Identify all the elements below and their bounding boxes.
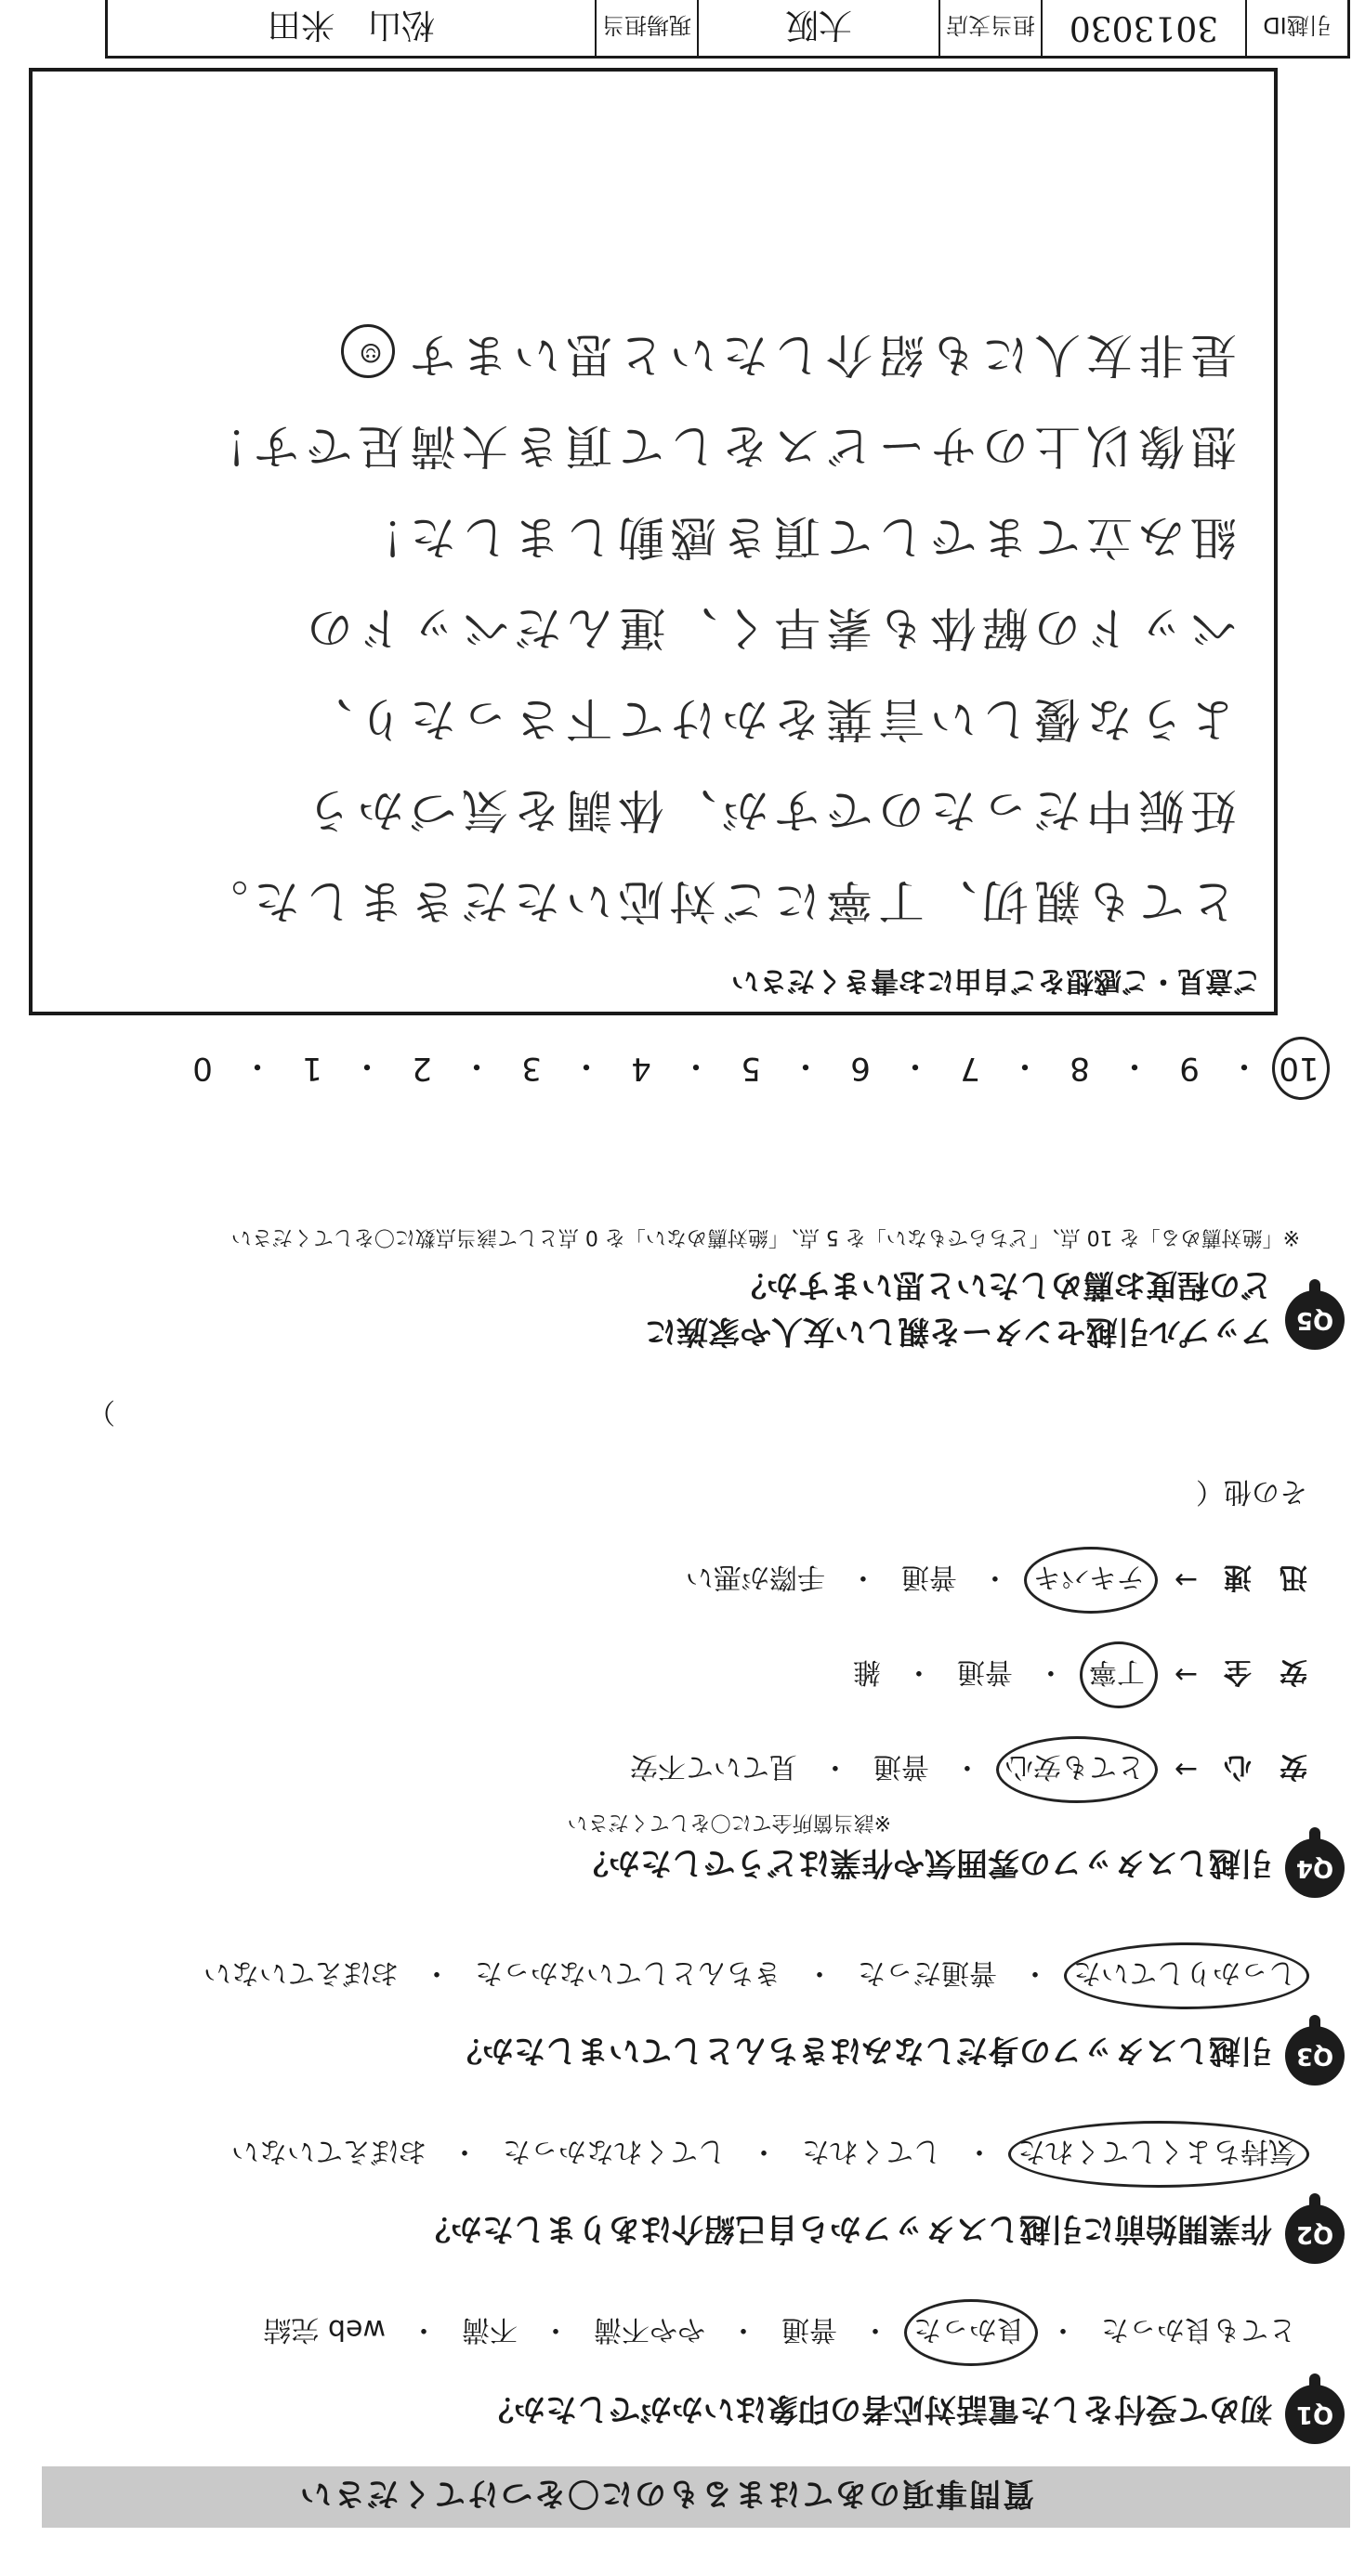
q4-safety-option-2[interactable]: 雑 [852,1655,881,1688]
leader-value: 松山 米田 [268,6,436,45]
q2-option-did[interactable]: してくれた [802,2135,941,2167]
q3-badge: Q3 [1285,2026,1345,2086]
score-1[interactable]: 1 [302,1050,322,1088]
q4-row-safety: 安 全 → 丁寧 ・ 普通 ・ 雑 [849,1654,1307,1695]
q4-relief-option-1[interactable]: 普通 [873,1750,929,1783]
score-9[interactable]: 9 [1179,1050,1200,1088]
q3-option-normal[interactable]: 普通だった [858,1956,997,1989]
q4-row-speed: 迅 速 → テキパキ ・ 普通 ・ 手際が悪い [682,1560,1307,1601]
score-4[interactable]: 4 [631,1050,651,1088]
q3-options: しっかりしていた ・ 普通だった ・ きちんとしていなかった ・ おぼえていない [200,1955,1300,1996]
q3-option-not-neat[interactable]: きちんとしていなかった [475,1956,781,1989]
comment-line: ような優しい言葉をかけて下さったり、 [300,692,1237,746]
comments-title: ご意見・ご感想をご自由にお書きください [731,964,1261,997]
instruction-text: 質問事項のあてはまるものに〇をつけてください [298,2475,1034,2513]
q2-option-pleasant[interactable]: 気持ちよくしてくれた [1014,2134,1300,2175]
branch-value: 大阪 [697,0,938,56]
q4-other-label: その他（ [1196,1475,1307,1508]
q1-option-dissatisfied[interactable]: 不満 [462,2313,518,2346]
comment-line: 是非友人にも紹介したいと思います☺ [57,309,1237,400]
q1-option-normal[interactable]: 普通 [781,2313,837,2346]
q3-option-neat[interactable]: しっかりしていた [1070,1955,1300,1996]
q4-relief-option-2[interactable]: 見ていて不安 [629,1750,797,1783]
q4-row-relief-label: 安 心 [1224,1750,1307,1783]
q4-relief-option-0[interactable]: とても安心 [1002,1749,1148,1790]
q4-other-field[interactable] [1196,1474,1307,1515]
score-2[interactable]: 2 [412,1050,432,1088]
q4-question: 引越しスタッフの雰囲気や作業はどうでしたか？ [577,1844,1272,1881]
instruction-bar [42,2466,1350,2528]
q4-safety-option-1[interactable]: 普通 [956,1655,1013,1688]
comment-line: 組み立てまでして頂き感動しました！ [352,510,1237,564]
q2-option-not-remember[interactable]: おぼえていない [231,2135,427,2167]
q4-speed-option-1[interactable]: 普通 [900,1561,957,1593]
staff-info-table [105,0,1350,59]
score-10[interactable]: 10 [1279,1050,1319,1088]
score-8[interactable]: 8 [1070,1050,1090,1088]
smiley-icon: ☺ [341,324,395,378]
q3-question: 引越しスタッフの身だしなみはきちんとしていましたか？ [451,2032,1272,2069]
q5-question-line1: アップル引越センターを親しい友人や家族に [645,1313,1272,1350]
q1-option-somewhat-dissatisfied[interactable]: やや不満 [594,2313,705,2346]
q5-note: ※「絶対薦める」を 10 点、「どちらでもない」を 5 点、「絶対薦めない」を 0 点として該当点数に〇をしてください [230,1225,1300,1249]
q4-row-speed-label: 迅 速 [1224,1561,1307,1593]
q1-option-good[interactable]: 良かった [910,2312,1029,2353]
q4-row-relief: 安 心 → とても安心 ・ 普通 ・ 見ていて不安 [626,1749,1307,1790]
q1-option-very-good[interactable]: とても良かった [1101,2313,1296,2346]
q5-scale: 10 ・ 9 ・ 8 ・ 7 ・ 6 ・ 5 ・ 4 ・ 3 ・ 2 ・ 1 ・ 0 [181,1046,1320,1092]
q2-options: 気持ちよくしてくれた ・ してくれた ・ してくれなかった ・ おぼえていない [228,2134,1300,2175]
q5-question-line2: どの程度お薦めしたいと思いますか？ [735,1266,1272,1303]
q4-note: ※該当箇所全てに〇をしてください [567,1811,891,1834]
score-7[interactable]: 7 [960,1050,980,1088]
q1-badge: Q1 [1285,2385,1345,2444]
q1-option-web-complete[interactable]: web 完結 [263,2313,386,2346]
id-label: 引越ID [1245,0,1347,56]
q2-option-did-not[interactable]: してくれなかった [503,2135,726,2167]
q1-options: とても良かった ・ 良かった ・ 普通 ・ やや不満 ・ 不満 ・ web 完結 [259,2312,1300,2353]
q4-badge: Q4 [1285,1838,1345,1898]
comment-line: 想像以上のサービスをして頂き大満足です！ [196,419,1237,473]
q4-speed-option-2[interactable]: 手際が悪い [685,1561,825,1593]
branch-label: 担当支店 [938,0,1041,56]
id-value: 3013030 [1041,0,1245,56]
q1-question: 初めて受付をした電話対応者の印象はいかがでしたか？ [482,2390,1272,2427]
handwritten-comment [57,309,1237,947]
q4-speed-option-0[interactable]: テキパキ [1030,1560,1148,1601]
q3-option-not-remember[interactable]: おぼえていない [203,1956,399,1989]
comments-box[interactable] [29,68,1278,1015]
q2-question: 作業開始前に引越しスタッフから自己紹介はありましたか？ [419,2210,1272,2247]
q4-row-safety-label: 安 全 [1224,1655,1307,1688]
q5-badge: Q5 [1285,1290,1345,1350]
q4-other-close: ） [87,1395,115,1428]
comment-line: 妊娠中だったのですが、体調を気づかう [300,783,1237,837]
q4-safety-option-0[interactable]: 丁寧 [1085,1654,1148,1695]
comment-line: とても親切、丁寧にご対応いただきました。 [196,874,1237,928]
score-3[interactable]: 3 [521,1050,542,1088]
score-5[interactable]: 5 [741,1050,761,1088]
q2-badge: Q2 [1285,2204,1345,2264]
score-0[interactable]: 0 [192,1050,213,1088]
comment-line: ベッドの解体も素早く、運んだベッドの [301,601,1237,655]
score-6[interactable]: 6 [850,1050,871,1088]
leader-label: 現場担当 [595,0,697,56]
